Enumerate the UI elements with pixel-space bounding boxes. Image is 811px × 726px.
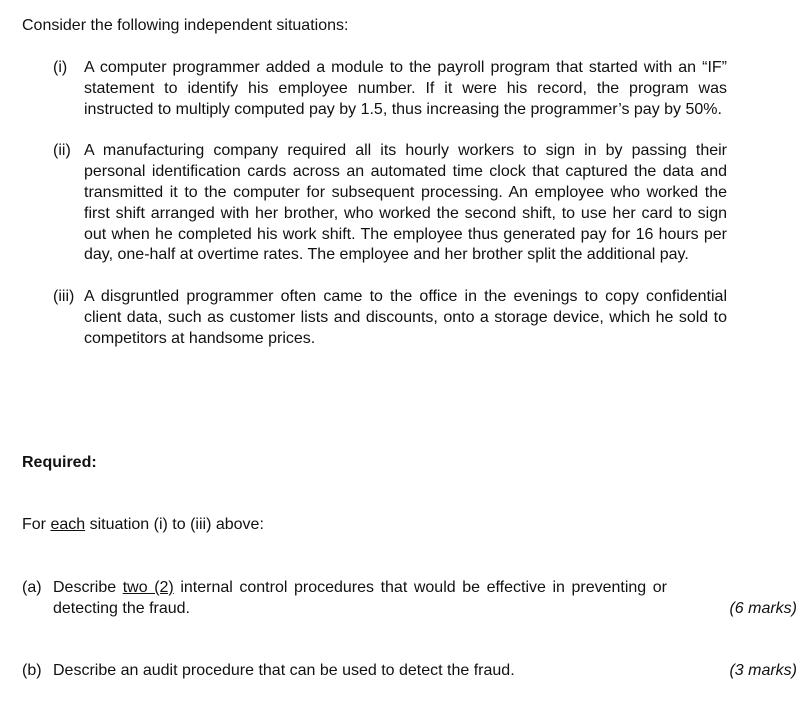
- question-marks: (3 marks): [729, 662, 797, 679]
- situation-item: [22, 141, 727, 266]
- question-text-underlined: two (2): [122, 579, 174, 596]
- situation-item: [22, 58, 727, 120]
- situation-number: (i): [53, 59, 68, 76]
- question-text-before: Describe: [53, 579, 123, 596]
- question-label: (a): [22, 579, 42, 596]
- situation-item: [22, 287, 727, 349]
- question-label: (b): [22, 662, 42, 679]
- situation-number: (ii): [53, 142, 71, 160]
- situation-text: A computer programmer added a module to the payroll program that started with an “IF” statement to identify his employee number. If it were his record, the program was instructed to multiply computed pay by 1.5, thus increasing the programmer’s pay by 50%.: [84, 59, 727, 118]
- question-text: [53, 577, 667, 619]
- question-a: [22, 577, 797, 619]
- situation-number: (iii): [53, 288, 75, 306]
- question-marks: (6 marks): [729, 600, 797, 617]
- intro-text: Consider the following independent situations:: [22, 17, 349, 34]
- question-text: Describe an audit procedure that can be used to detect the fraud.: [53, 662, 515, 679]
- situation-text: A disgruntled programmer often came to the office in the evenings to copy confidential client data, such as customer lists and discounts, onto a storage device, which he sold to competitors at handsome prices.: [84, 288, 727, 347]
- required-heading: Required:: [22, 454, 97, 471]
- question-text-after: internal control procedures that would be effective in preventing or detecting the fraud.: [53, 579, 668, 617]
- situations-list: [22, 58, 727, 371]
- for-each-after: situation (i) to (iii) above:: [85, 516, 264, 533]
- question-b: [22, 660, 797, 681]
- for-each-before: For: [22, 516, 51, 533]
- for-each-instruction: [22, 514, 264, 535]
- for-each-underlined: each: [50, 516, 86, 533]
- situation-text: A manufacturing company required all its hourly workers to sign in by passing their personal identification cards across an automated time clock that captured the data and transmitted it to the computer for subsequent processing. An employee who worked the first shift arranged with her brother, who worked the second shift, to use her card to sign out when he completed his work shift. The employee thus generated pay for 16 hours per day, one-half at overtime rates. The employee and her brother split the additional pay.: [84, 142, 727, 264]
